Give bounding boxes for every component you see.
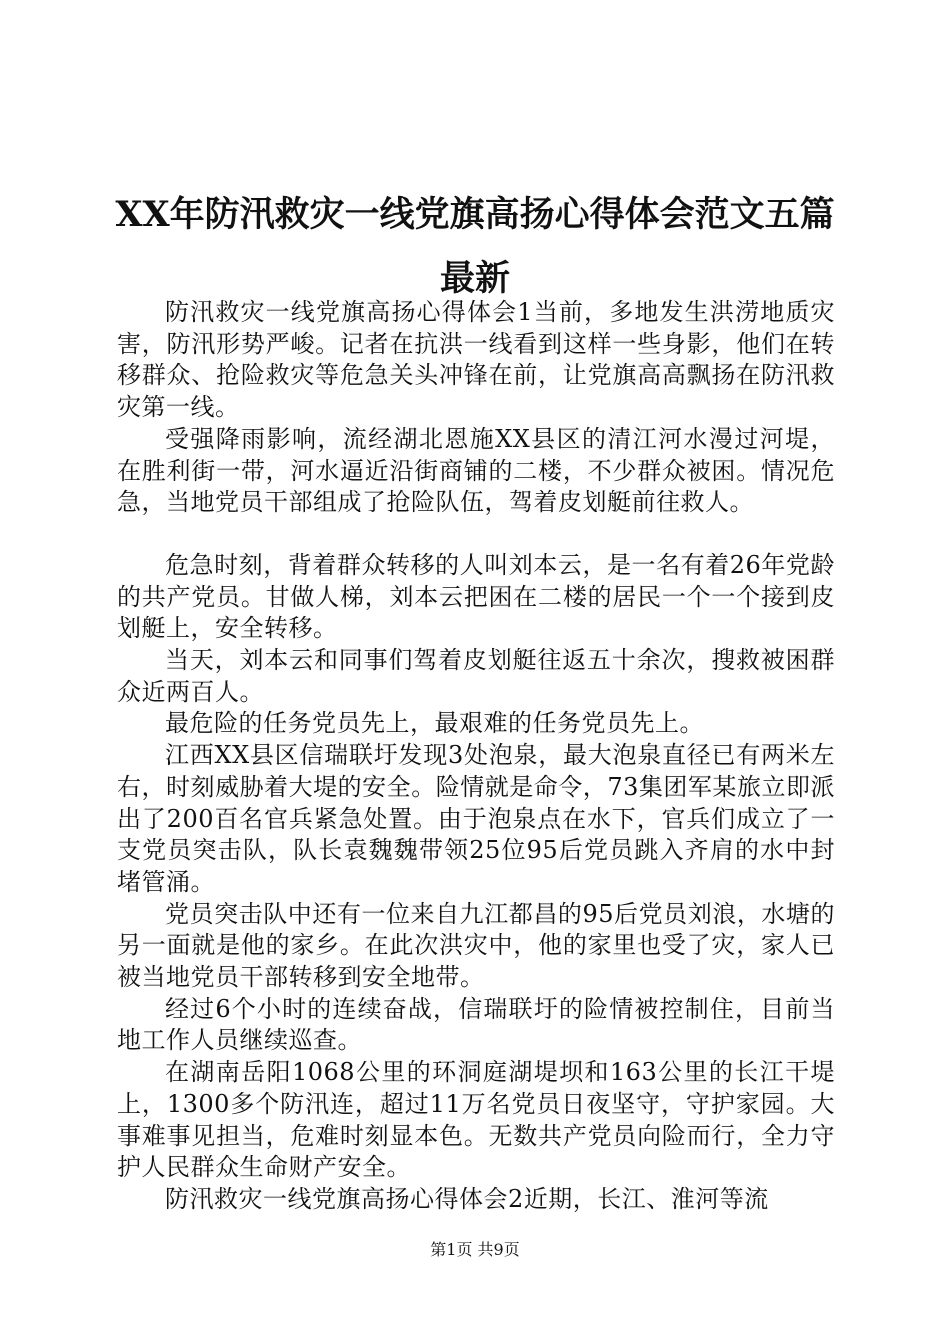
paragraph-8: 经过6个小时的连续奋战，信瑞联圩的险情被控制住，目前当地工作人员继续巡查。	[117, 994, 835, 1055]
paragraph-6: 江西XX县区信瑞联圩发现3处泡泉，最大泡泉直径已有两米左右，时刻威胁着大堤的安全。险情就是命令，73集团军某旅立即派出了200百名官兵紧急处置。由于泡泉点在水下，官兵们成立了一支党员突击队，队长袁魏魏带领25位95后党员跳入齐肩的水中封堵管涌。	[117, 741, 835, 896]
paragraph-7: 党员突击队中还有一位来自九江都昌的95后党员刘浪，水塘的另一面就是他的家乡。在此次洪灾中，他的家里也受了灾，家人已被当地党员干部转移到安全地带。	[117, 899, 835, 992]
paragraph-1: 防汛救灾一线党旗高扬心得体会1当前，多地发生洪涝地质灾害，防汛形势严峻。记者在抗洪一线看到这样一些身影，他们在转移群众、抢险救灾等危急关头冲锋在前，让党旗高高飘扬在防汛救灾第一线。	[117, 298, 835, 422]
paragraph-2: 受强降雨影响，流经湖北恩施XX县区的清江河水漫过河堤，在胜利街一带，河水逼近沿街商铺的二楼，不少群众被困。情况危急，当地党员干部组成了抢险队伍，驾着皮划艇前往救人。	[117, 424, 835, 517]
paragraph-10: 防汛救灾一线党旗高扬心得体会2近期，长江、淮河等流	[165, 1184, 769, 1213]
paragraph-5: 最危险的任务党员先上，最艰难的任务党员先上。	[165, 709, 704, 738]
paragraph-4: 当天，刘本云和同事们驾着皮划艇往返五十余次，搜救被困群众近两百人。	[117, 646, 835, 706]
page-footer: 第1页 共9页	[430, 1240, 520, 1259]
document-title: XX年防汛救灾一线党旗高扬心得体会范文五篇最新	[115, 194, 835, 300]
paragraph-9: 在湖南岳阳1068公里的环洞庭湖堤坝和163公里的长江干堤上，1300多个防汛连，超过11万名党员日夜坚守，守护家园。大事难事见担当，危难时刻显本色。无数共产党员向险而行，全力守护人民群众生命财产安全。	[117, 1058, 835, 1182]
document-body	[117, 297, 835, 1216]
paragraph-3: 危急时刻，背着群众转移的人叫刘本云，是一名有着26年党龄的共产党员。甘做人梯，刘本云把困在二楼的居民一个一个接到皮划艇上，安全转移。	[117, 550, 835, 643]
